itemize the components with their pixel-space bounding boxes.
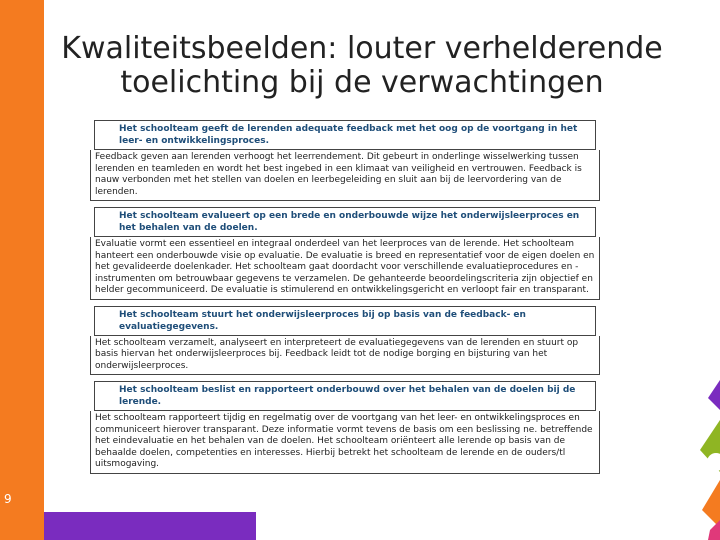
decorative-logo-shapes [680, 380, 720, 540]
orange-shape [702, 480, 720, 528]
pink-shape [708, 520, 720, 540]
slide-title [44, 32, 680, 100]
embedded-document [90, 120, 600, 518]
section-text: Het schoolteam verzamelt, analyseert en interpreteert de evaluatiegegevens van de lerenden en stuurt op basis hiervan het onderwijsleerproces bij. Feedback leidt tot de nodige borging en bijsturing van het onderwijsleerproces. [90, 336, 600, 376]
section-text: Evaluatie vormt een essentieel en integraal onderdeel van het leerproces van de lerende. Het schoolteam hanteert een onderbouwde visie op evaluatie. De evaluatie is breed en representatief voor de eigen doelen en het gevalideerde doelenkader. Het schoolteam gaat doordacht voor verschillende evaluatieprocedures en -instrumenten om betrouwbaar gegevens te verzamelen. De gehanteerde beoordelingscriteria zijn objectief en helder gecommuniceerd. De evaluatie is stimulerend en ontwikkelingsgericht en verloopt fair en transparant. [90, 237, 600, 300]
section-text: Feedback geven aan lerenden verhoogt het leerrendement. Dit gebeurt in onderlinge wisselwerking tussen lerenden en teamleden en wordt het best ingebed in een klimaat van veiligheid en vertrouwen. Feedback is nauw verbonden met het stellen van doelen en leerbegeleiding en sluit aan bij de leervordering van de lerenden. [90, 150, 600, 201]
purple-shape [708, 380, 720, 410]
title-line-1: Kwaliteitsbeelden: louter verhelderende [61, 31, 663, 66]
left-accent-bar [0, 0, 44, 540]
slide-number: 9 [4, 492, 12, 506]
section-header: Het schoolteam evalueert op een brede en onderbouwde wijze het onderwijsleerproces en het behalen van de doelen. [94, 207, 596, 237]
title-line-2: toelichting bij de verwachtingen [120, 65, 604, 100]
section-text: Het schoolteam rapporteert tijdig en regelmatig over de voortgang van het leer- en ontwikkelingsproces en communiceert hierover transparant. Deze informatie vormt tevens de basis om een beslissing ne. betreffende het eindevaluatie en het behalen van de doelen. Het schoolteam oriënteert alle lerende op basis van de behaalde doelen, competenties en interesses. Hierbij betrekt het schoolteam de lerende en de ouders/tl uitsmogaving. [90, 411, 600, 474]
section-header: Het schoolteam geeft de lerenden adequate feedback met het oog op de voortgang in het leer- en ontwikkelingsproces. [94, 120, 596, 150]
section-header: Het schoolteam stuurt het onderwijsleerproces bij op basis van de feedback- en evaluatiegegevens. [94, 306, 596, 336]
section-header: Het schoolteam beslist en rapporteert onderbouwd over het behalen van de doelen bij de lerende. [94, 381, 596, 411]
